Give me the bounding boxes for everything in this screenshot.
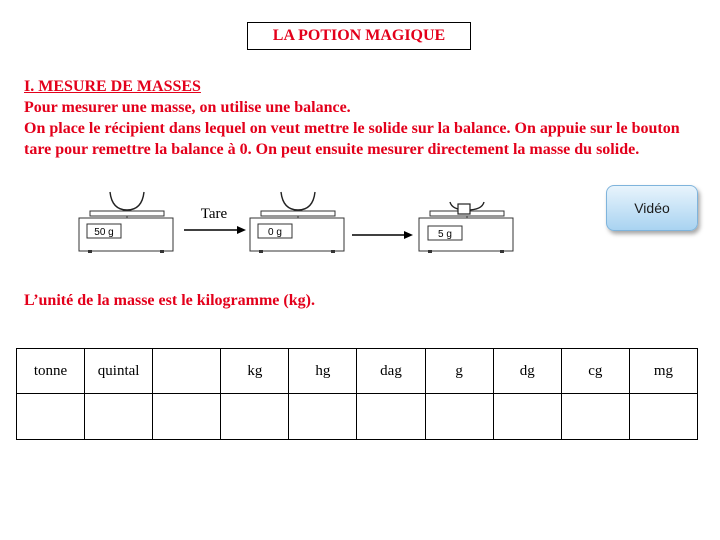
mass-units-table (16, 348, 698, 440)
table-value-cell (357, 394, 425, 440)
table-value-cell (493, 394, 561, 440)
table-value-cell (289, 394, 357, 440)
table-value-cell (629, 394, 697, 440)
scale-1-reading: 50 g (94, 227, 114, 238)
scale-3 (419, 202, 513, 253)
section-heading: I. MESURE DE MASSES (24, 78, 201, 95)
table-header-cell: mg (629, 349, 697, 394)
table-header-cell (153, 349, 221, 394)
scale-2-reading: 0 g (268, 227, 282, 238)
table-header-cell: quintal (85, 349, 153, 394)
scale-3-reading: 5 g (438, 229, 452, 240)
table-header-cell: dag (357, 349, 425, 394)
table-value-row (17, 394, 698, 440)
container-icon (110, 192, 144, 210)
table-header-cell: tonne (17, 349, 85, 394)
table-header-row (17, 349, 698, 394)
table-value-cell (425, 394, 493, 440)
section-mesure-de-masses (24, 76, 700, 160)
table-value-cell (221, 394, 289, 440)
video-button[interactable]: Vidéo (606, 185, 698, 231)
unit-sentence: L’unité de la masse est le kilogramme (kg). (24, 292, 315, 309)
table-header-cell: kg (221, 349, 289, 394)
measure-arrow (352, 231, 413, 239)
intro-line: Pour mesurer une masse, on utilise une balance. (24, 99, 351, 116)
table-header-cell: g (425, 349, 493, 394)
scale-2 (250, 192, 344, 253)
solid-block-icon (458, 204, 470, 214)
table-header-cell: cg (561, 349, 629, 394)
tare-label: Tare (200, 206, 228, 222)
container-icon (281, 192, 315, 210)
table-value-cell (561, 394, 629, 440)
table-header-cell: dg (493, 349, 561, 394)
table-header-cell: hg (289, 349, 357, 394)
instruction-paragraph: On place le récipient dans lequel on veut mettre le solide sur la balance. On appuie sur le bouton tare pour remettre la balance à 0. On peut ensuite mesurer directement la masse du solide. (24, 120, 680, 158)
page-title: LA POTION MAGIQUE (247, 22, 471, 50)
table-value-cell (17, 394, 85, 440)
table-value-cell (85, 394, 153, 440)
tare-arrow (184, 206, 246, 234)
table-value-cell (153, 394, 221, 440)
scale-1 (79, 192, 173, 253)
